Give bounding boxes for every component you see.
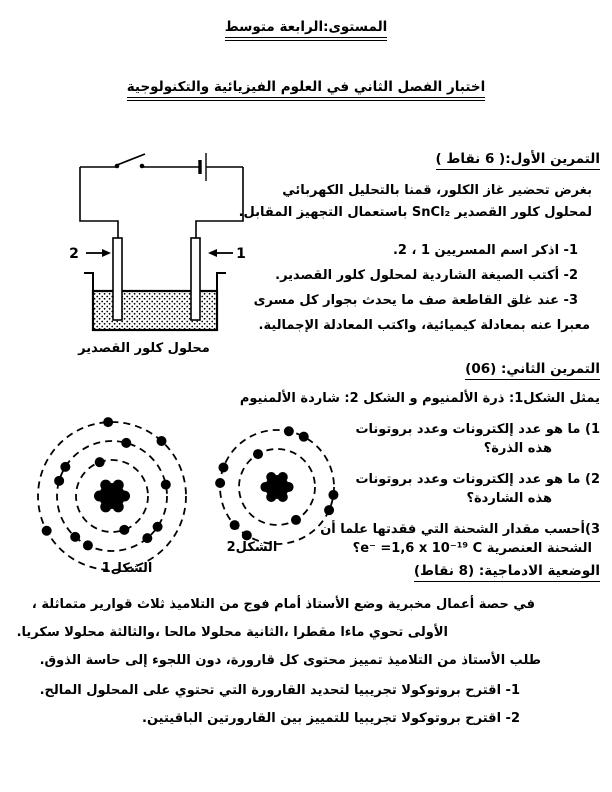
- electrode-2-label: 2: [69, 246, 79, 262]
- elementary-charge-formula: e⁻ =1,6 x 10⁻¹⁹ C: [360, 541, 483, 556]
- electrode-2-arrow: [86, 249, 111, 257]
- figure-1-label: الشكل1: [101, 561, 153, 576]
- q3-charge-text: الشحنة العنصرية: [486, 541, 592, 556]
- figure-2-label: الشكل2: [226, 540, 278, 555]
- exercise-2-q1-line2: هذه الذرة؟: [483, 441, 552, 456]
- integration-heading: الوضعية الادماجية: (8 نقاط): [414, 563, 600, 582]
- switch-icon: [115, 154, 145, 168]
- integration-paragraph-line-2: الأولى تحوي ماءا مقطرا ،الثانية محلولا مالحا ،والثالثة محلولا سكريا.: [16, 625, 448, 640]
- integration-paragraph-line-1: في حصة أعمال مخبرية وضع الأستاذ أمام فوج من التلاميذ ثلاث قوارير متماثلة ،: [31, 597, 535, 612]
- exercise-1-heading: التمرين الأول:( 6 نقاط ): [436, 151, 601, 170]
- integration-task-2: 2- اقترح بروتوكولا تجريبيا للتمييز بين القارورتين الباقيتين.: [142, 711, 520, 726]
- electrolysis-diagram: [36, 140, 266, 360]
- exercise-2-q2-line2: هذه الشاردة؟: [466, 491, 552, 506]
- electrode-1-arrow: [208, 249, 233, 257]
- wire-left-down: [80, 167, 118, 238]
- level-title: المستوى:الرابعة متوسط: [225, 19, 388, 41]
- integration-task-1: 1- اقترح بروتوكولا تجريبيا لتحديد القارورة التي تحتوي على المحلول المالح.: [39, 683, 520, 698]
- page-header: [0, 16, 612, 41]
- beaker-right-rim: [217, 273, 226, 291]
- exercise-2-intro: يمثل الشكل1: ذرة الألمنيوم و الشكل 2: شاردة الألمنيوم: [239, 391, 600, 406]
- exercise-1-question-3-cont: معبرا عنه بمعادلة كيميائية، واكتب المعادلة الإجمالية.: [258, 318, 590, 333]
- figure-1-aluminum-atom: [28, 412, 196, 580]
- integration-paragraph-line-3: طلب الأستاذ من التلاميذ تمييز محتوى كل قارورة، دون اللجوء إلى حاسة الذوق.: [39, 653, 541, 668]
- exercise-2-heading-wrap: [240, 358, 600, 380]
- exercise-1-intro-line-1: بغرض تحضير غاز الكلور، قمنا بالتحليل الكهربائي: [282, 183, 592, 198]
- figure-2-aluminum-ion: [212, 422, 342, 552]
- exercise-1: [239, 148, 600, 338]
- exercise-1-question-1: 1- اذكر اسم المسريين 1 ، 2.: [392, 243, 578, 258]
- exercise-1-question-2: 2- أكتب الصيغة الشاردية لمحلول كلور القصدير.: [275, 268, 578, 283]
- exercise-1-heading-wrap: [239, 148, 600, 170]
- exercise-2-q3-line1: 3)أحسب مقدار الشحنة التي فقدتها علما أن: [320, 522, 600, 537]
- beaker-left-rim: [84, 273, 93, 291]
- wire-right-down: [196, 167, 243, 238]
- electrode-2: [113, 238, 122, 320]
- exercise-2-q1-line1: 1) ما هو عدد إلكترونات وعدد بروتونات: [355, 422, 600, 437]
- q3-question-mark: ؟: [352, 541, 361, 556]
- circuit-diagram: [36, 140, 256, 336]
- exercise-2-q2-line1: 2) ما هو عدد إلكترونات وعدد بروتونات: [355, 472, 600, 487]
- diagram-caption: محلول كلور القصدير: [78, 341, 210, 356]
- electrode-1: [191, 238, 200, 320]
- exam-title: اختبار الفصل الثاني في العلوم الفيزيائية والتكنولوجية: [127, 79, 485, 101]
- exam-title-wrap: [0, 76, 612, 101]
- electrode-1-label: 1: [236, 246, 246, 262]
- exercise-2-heading: التمرين الثاني: (06): [465, 361, 600, 380]
- exercise-1-intro-line-2: لمحلول كلور القصدير SnCl₂ باستعمال التجهيز المقابل.: [238, 205, 592, 220]
- integration-heading-wrap: [414, 560, 600, 582]
- exercise-1-question-3: 3- عند غلق القاطعة صف ما يحدث بجوار كل مسرى: [253, 293, 578, 308]
- battery-icon: [200, 153, 206, 181]
